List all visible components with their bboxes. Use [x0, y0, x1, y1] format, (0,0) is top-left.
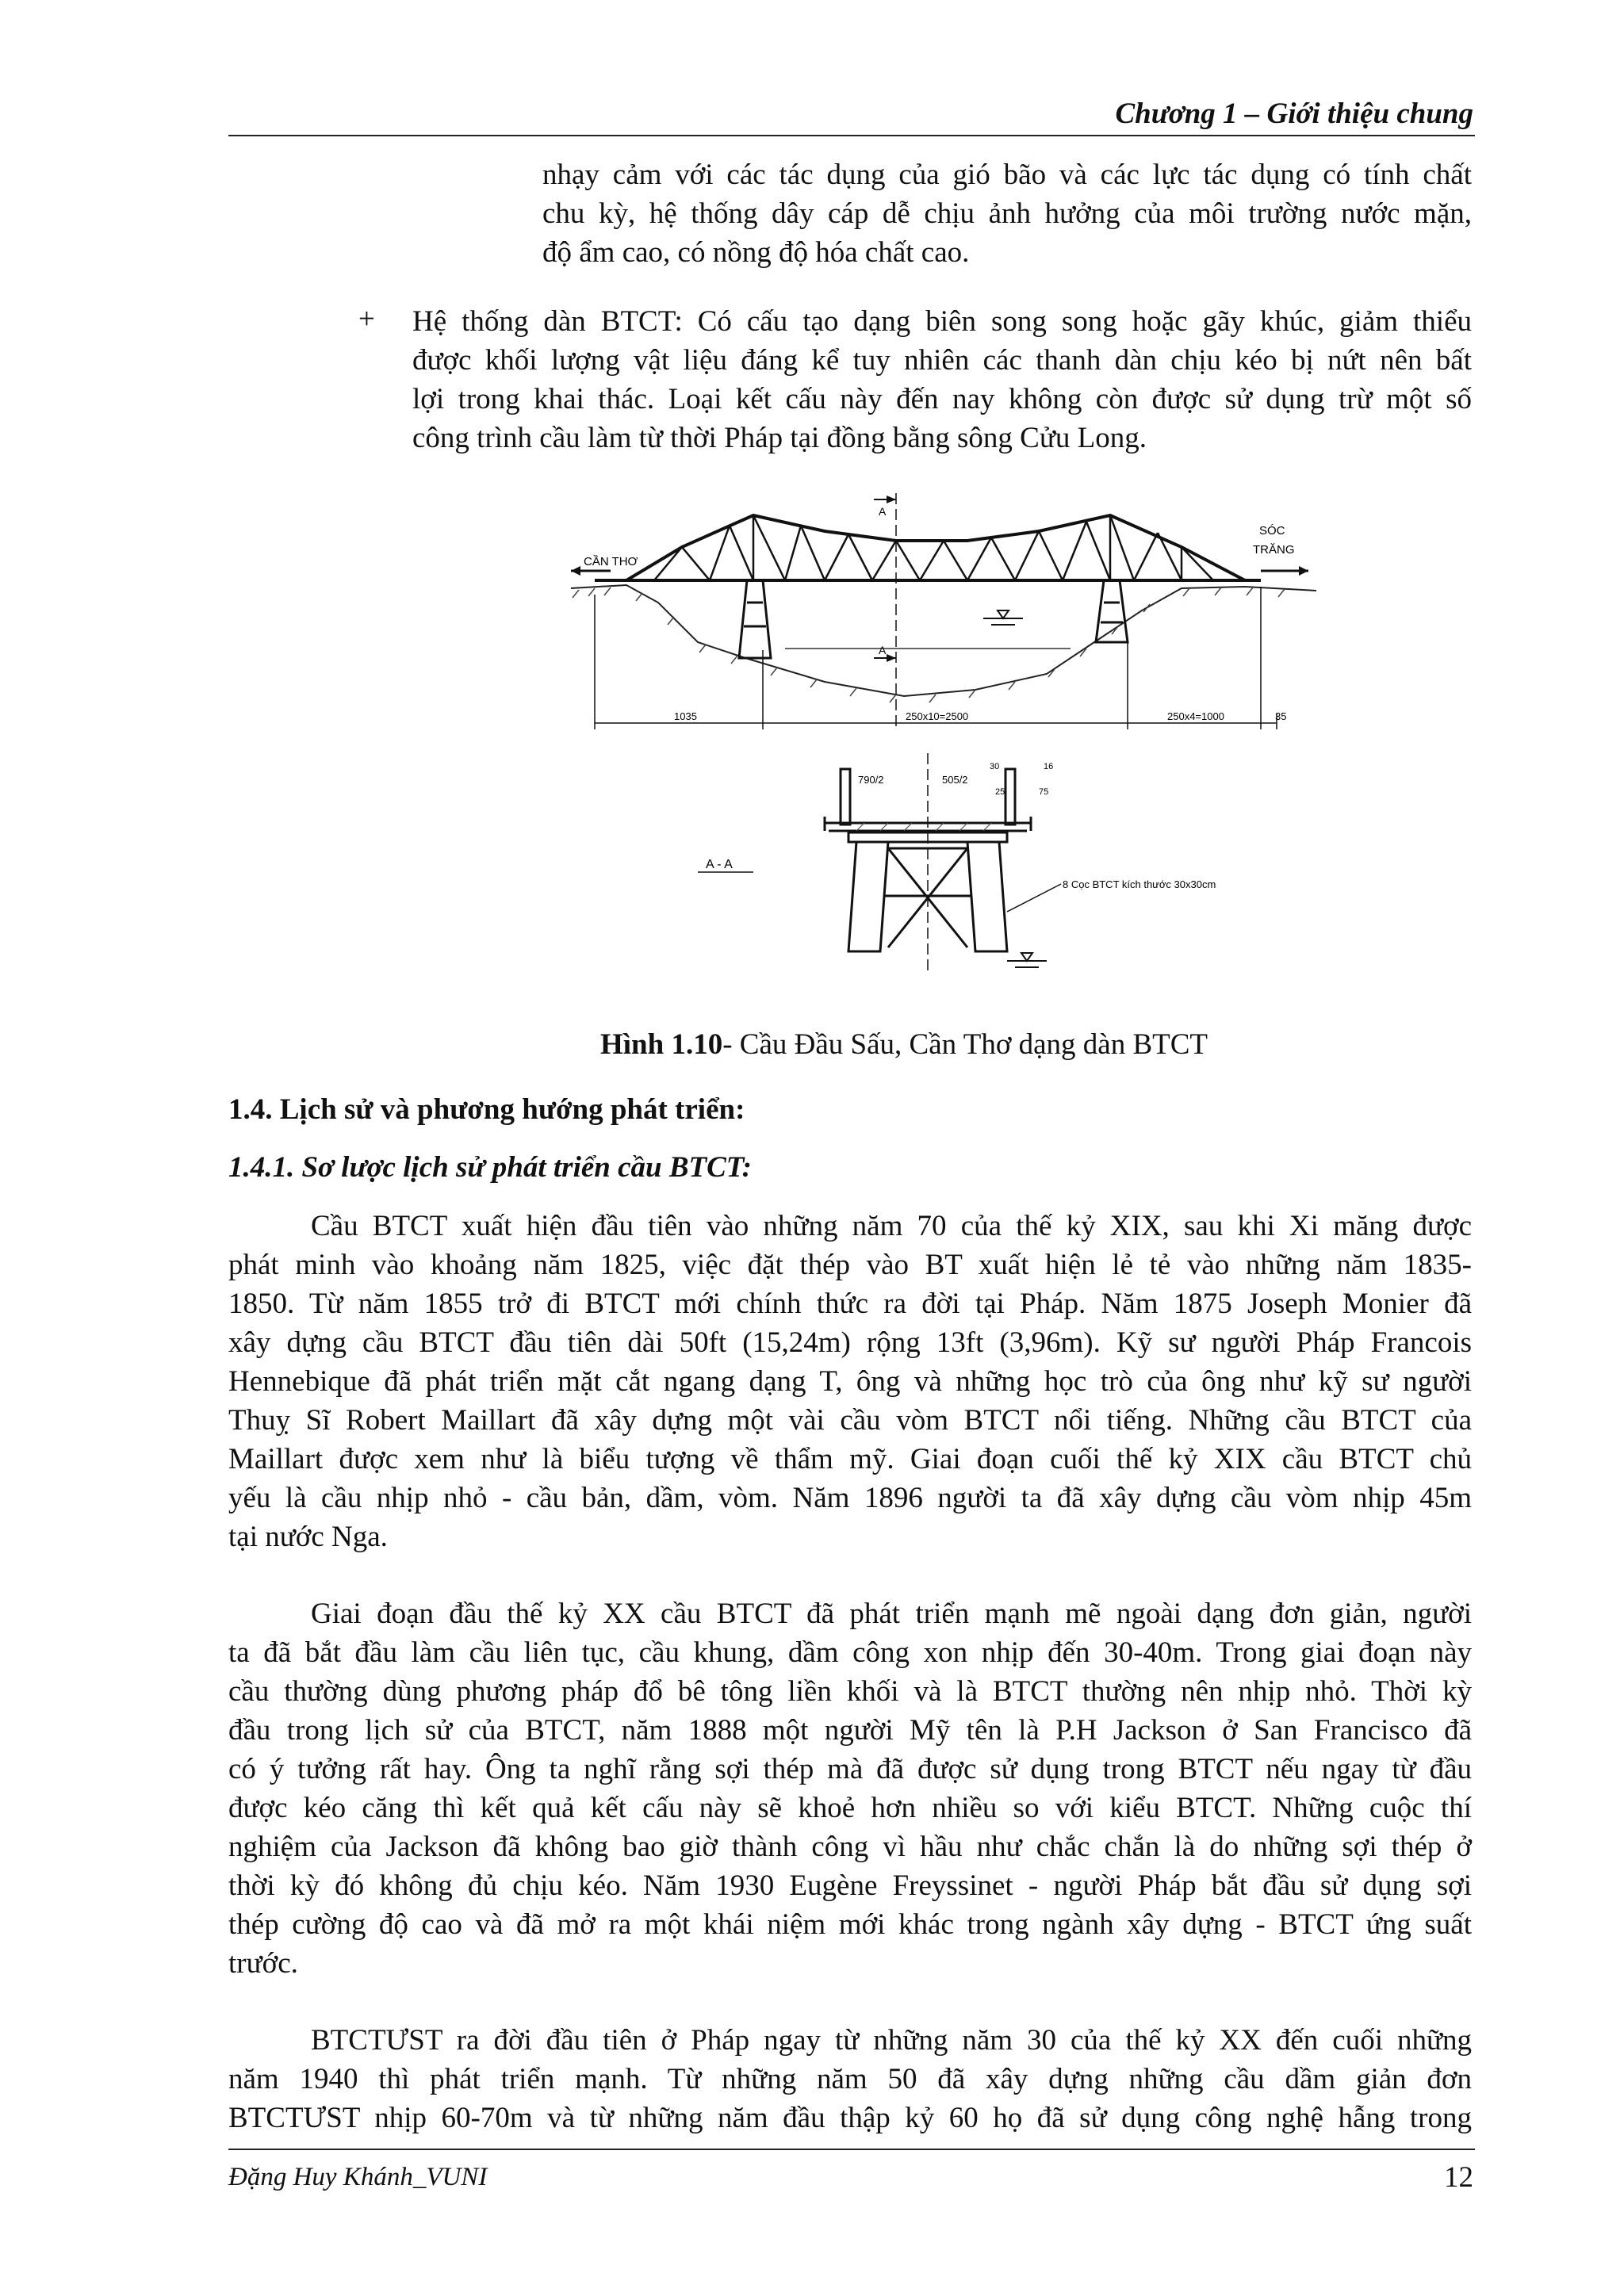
dimension-lines — [595, 587, 1277, 729]
text-line: xây dựng cầu BTCT đầu tiên dài 50ft (15,24m) rộng 13ft (3,96m). Kỹ sư người Pháp Francois — [228, 1326, 1472, 1359]
section-mark-bottom: A — [879, 644, 887, 656]
section-dimension-3: 30 — [990, 762, 1000, 771]
text-line: 1850. Từ năm 1855 trở đi BTCT mới chính thức ra đời tại Pháp. Năm 1875 Joseph Monier đã — [228, 1288, 1472, 1320]
text-line: Maillart được xem như là biểu tượng về thẩm mỹ. Giai đoạn cuối thế kỷ XIX cầu BTCT chủ — [228, 1443, 1472, 1475]
paragraph-2 — [228, 1594, 1472, 1983]
chapter-header: Chương 1 – Giới thiệu chung — [1115, 98, 1473, 130]
figure-caption-text: - Cầu Đầu Sấu, Cần Thơ dạng dàn BTCT — [722, 1028, 1208, 1061]
section-dimension-2: 505/2 — [942, 774, 968, 786]
bullet-paragraph — [412, 302, 1472, 457]
text-line: có ý tưởng rất hay. Ông ta nghĩ rằng sợi thép mà đã được sử dụng trong BTCT nếu ngay từ đầu — [228, 1753, 1472, 1785]
text-line: độ ẩm cao, có nồng độ hóa chất cao. — [542, 236, 970, 269]
footer-author: Đặng Huy Khánh_VUNI — [228, 2163, 488, 2191]
paragraph-3 — [228, 2021, 1472, 2137]
top-paragraph — [542, 155, 1472, 272]
truss-top-chord — [626, 515, 1245, 580]
text-line: chu kỳ, hệ thống dây cáp dễ chịu ảnh hưởng của môi trường nước mặn, — [542, 197, 1472, 230]
figure-number: Hình 1.10 — [600, 1028, 723, 1061]
dimension-4: 35 — [1275, 710, 1287, 722]
footer-rule — [228, 2149, 1475, 2150]
section-heading: 1.4. Lịch sử và phương hướng phát triển: — [228, 1093, 745, 1126]
section-title: A - A — [706, 858, 733, 871]
text-line: Hệ thống dàn BTCT: Có cấu tạo dạng biên song song hoặc gãy khúc, giảm thiểu — [412, 305, 1472, 338]
text-line: BTCTƯST nhịp 60-70m và từ những năm đầu thập kỷ 60 họ đã sử dụng công nghệ hẫng trong — [228, 2102, 1472, 2134]
right-city-label-1: SÓC — [1259, 524, 1285, 538]
section-dimension-4: 16 — [1044, 762, 1054, 771]
text-line: cầu thường dùng phương pháp đổ bê tông liền khối và là BTCT thường nên nhịp nhỏ. Thời kỳ — [228, 1675, 1472, 1708]
text-line: Giai đoạn đầu thế kỷ XX cầu BTCT đã phát triển mạnh mẽ ngoài dạng đơn giản, người — [311, 1598, 1472, 1630]
text-line: Hennebique đã phát triển mặt cắt ngang dạng T, ông và những học trò của ông như kỹ sư người — [228, 1365, 1472, 1398]
section-mark-top: A — [879, 505, 887, 518]
text-line: thời kỳ đó không đủ chịu kéo. Năm 1930 Eugène Freyssinet - người Pháp bắt đầu sử dụng sợi — [228, 1869, 1472, 1902]
text-line: đầu trong lịch sử của BTCT, năm 1888 một người Mỹ tên là P.H Jackson ở San Francisco đã — [228, 1714, 1472, 1747]
section-dimension-1: 790/2 — [858, 774, 884, 786]
paragraph-1 — [228, 1207, 1472, 1556]
text-line: nhạy cảm với các tác dụng của gió bão và các lực tác dụng có tính chất — [542, 159, 1472, 191]
text-line: nghiệm của Jackson đã không bao giờ thành công vì hầu như chắc chắn là do những sợi thép ở — [228, 1831, 1472, 1863]
dimension-2: 250x10=2500 — [906, 710, 969, 722]
ground-hatching — [573, 587, 1285, 702]
section-dimension-5: 25 — [995, 787, 1005, 797]
figure-caption — [600, 1027, 1208, 1062]
text-line: Thuỵ Sĩ Robert Maillart đã xây dựng một vài cầu vòm BTCT nổi tiếng. Những cầu BTCT của — [228, 1404, 1472, 1437]
text-line: Cầu BTCT xuất hiện đầu tiên vào những năm 70 của thế kỷ XIX, sau khi Xi măng được — [311, 1210, 1472, 1242]
subsection-heading: 1.4.1. Sơ lược lịch sử phát triển cầu BTCT: — [228, 1151, 752, 1184]
text-line: BTCTƯST ra đời đầu tiên ở Pháp ngay từ những năm 30 của thế kỷ XX đến cuối những — [311, 2024, 1472, 2057]
text-line: năm 1940 thì phát triển mạnh. Từ những năm 50 đã xây dựng những cầu dầm giản đơn — [228, 2063, 1472, 2095]
text-line: tại nước Nga. — [228, 1521, 388, 1553]
bridge-elevation-drawing — [563, 492, 1324, 745]
dimension-3: 250x4=1000 — [1167, 710, 1224, 722]
page-number: 12 — [1444, 2161, 1473, 2194]
text-line: phát minh vào khoảng năm 1825, việc đặt thép vào BT xuất hiện lẻ tẻ vào những năm 1835- — [228, 1249, 1472, 1281]
text-line: được kéo căng thì kết quả kết cấu này sẽ khoẻ hơn nhiều so với kiểu BTCT. Những cuộc thí — [228, 1792, 1472, 1824]
right-city-label-2: TRĂNG — [1253, 543, 1295, 557]
text-line: ta đã bắt đầu làm cầu liên tục, cầu khung, dầm công xon nhịp đến 30-40m. Trong giai đoạn này — [228, 1636, 1472, 1669]
bullet-symbol: + — [358, 303, 375, 335]
text-line: được khối lượng vật liệu đáng kể tuy nhiên các thanh dàn chịu kéo bị nứt nên bất — [412, 344, 1472, 377]
text-line: trước. — [228, 1947, 298, 1980]
pile-note: 8 Cọc BTCT kích thước 30x30cm — [1063, 878, 1216, 890]
water-level-symbol — [983, 610, 1023, 625]
water-level-symbol — [1007, 953, 1047, 967]
header-rule — [228, 135, 1475, 136]
bridge-piers — [739, 580, 1128, 658]
text-line: lợi trong khai thác. Loại kết cấu này đến nay không còn được sử dụng trừ một số — [412, 383, 1472, 415]
text-line: thép cường độ cao và đã mở ra một khái niệm mới khác trong ngành xây dựng - BTCT ứng suất — [228, 1908, 1472, 1941]
left-city-label: CẦN THƠ — [584, 555, 638, 568]
section-dimension-6: 75 — [1039, 787, 1049, 797]
text-line: yếu là cầu nhịp nhỏ - cầu bản, dầm, vòm. Năm 1896 người ta đã xây dựng cầu vòm nhịp 45m — [228, 1482, 1472, 1514]
section-aa-drawing — [690, 753, 1216, 983]
text-line: công trình cầu làm từ thời Pháp tại đồng bằng sông Cửu Long. — [412, 422, 1147, 454]
riverbed-profile — [571, 585, 1316, 696]
dimension-1: 1035 — [674, 710, 697, 722]
